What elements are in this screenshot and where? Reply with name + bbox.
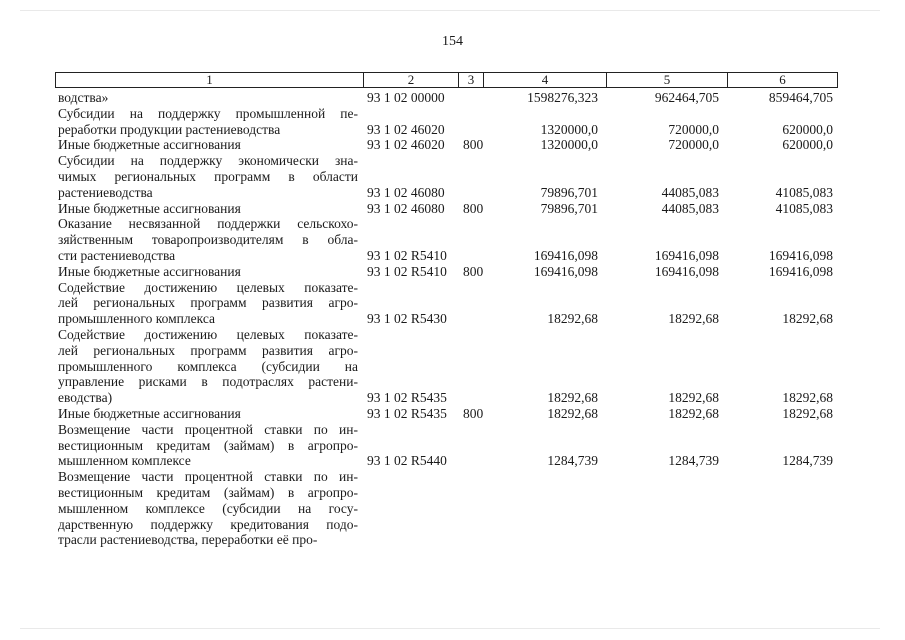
row-description: Субсидии на поддержку экономически зна- (58, 153, 358, 169)
row-description: Содействие достижению целевых показате- (58, 326, 358, 342)
row-code: 93 1 02 R5410 (367, 263, 447, 279)
table-row (0, 201, 905, 217)
row-vr: 800 (463, 263, 484, 279)
row-value-col4: 1598276,323 (527, 90, 598, 105)
header-col-5: 5 (607, 73, 728, 87)
row-value-col5: 720000,0 (668, 121, 719, 137)
row-description: дарственную поддержку кредитования подо- (58, 516, 358, 532)
row-description: Субсидии на поддержку промышленной пе- (58, 105, 358, 121)
row-description: Возмещение части процентной ставки по ин- (58, 469, 358, 485)
row-code: 93 1 02 R5410 (367, 247, 447, 263)
table-row (0, 169, 905, 185)
row-code: 93 1 02 46020 (367, 137, 445, 153)
table-row (0, 453, 905, 469)
header-col-2: 2 (364, 73, 459, 87)
row-description: Иные бюджетные ассигнования (58, 137, 241, 153)
row-value-col4: 169416,098 (533, 263, 598, 279)
row-description: Иные бюджетные ассигнования (58, 200, 241, 216)
row-description: лей региональных программ развития агро- (58, 342, 358, 358)
row-description: Иные бюджетные ассигнования (58, 405, 241, 421)
table-row (0, 469, 905, 485)
row-value-col6: 18292,68 (782, 405, 833, 421)
table-row (0, 517, 905, 533)
row-value-col4: 1284,739 (547, 453, 598, 469)
row-value-col5: 44085,083 (661, 184, 719, 200)
table-row (0, 501, 905, 517)
table-row (0, 90, 905, 106)
row-code: 93 1 02 46080 (367, 184, 445, 200)
table-row (0, 374, 905, 390)
table-row (0, 295, 905, 311)
row-value-col4: 79896,701 (540, 200, 598, 216)
header-col-6: 6 (779, 72, 786, 87)
row-description: промышленного комплекса (58, 311, 215, 327)
row-value-col5: 18292,68 (668, 405, 719, 421)
row-value-col6: 18292,68 (782, 390, 833, 406)
row-description: реработки продукции растениеводства (58, 121, 281, 137)
row-vr: 800 (463, 200, 484, 216)
table-row (0, 264, 905, 280)
row-description: зяйственным товаропроизводителям в обла- (58, 232, 358, 248)
table-row (0, 390, 905, 406)
header-col-4: 4 (484, 73, 607, 87)
row-value-col6: 1284,739 (782, 453, 833, 469)
row-code: 93 1 02 46080 (367, 200, 445, 216)
header-col-1: 1 (56, 73, 364, 87)
row-value-col5: 962464,705 (654, 90, 719, 105)
table-row (0, 438, 905, 454)
table-row (0, 327, 905, 343)
row-value-col4: 1320000,0 (540, 121, 598, 137)
row-description: мышленном комплексе (58, 453, 191, 469)
row-description: Оказание несвязанной поддержки сельскохо- (58, 216, 358, 232)
row-vr: 800 (463, 137, 484, 153)
row-value-col4: 79896,701 (540, 184, 598, 200)
row-value-col5: 18292,68 (668, 390, 719, 406)
row-description: растениеводства (58, 184, 153, 200)
row-value-col6: 169416,098 (768, 247, 833, 263)
table-row (0, 216, 905, 232)
table-row (0, 185, 905, 201)
page-number: 154 (442, 34, 463, 49)
row-description: вестиционным кредитам (займам) в агропро- (58, 437, 358, 453)
table-row (0, 485, 905, 501)
row-vr: 800 (463, 405, 484, 421)
table-row (0, 532, 905, 548)
table-row (0, 359, 905, 375)
row-value-col6: 620000,0 (782, 121, 833, 137)
row-description: трасли растениеводства, переработки её про- (58, 532, 318, 548)
row-value-col6: 169416,098 (768, 263, 833, 279)
table-body (0, 90, 905, 548)
row-value-col5: 18292,68 (668, 311, 719, 327)
row-code: 93 1 02 46020 (367, 121, 445, 137)
row-value-col4: 18292,68 (547, 390, 598, 406)
header-col-3: 3 (459, 73, 484, 87)
table-row (0, 137, 905, 153)
row-value-col4: 18292,68 (547, 405, 598, 421)
row-description: промышленного комплекса (субсидии на (58, 358, 358, 374)
row-description: мышленном комплексе (субсидии на госу- (58, 500, 358, 516)
row-code: 93 1 02 R5440 (367, 453, 447, 469)
row-value-col6: 18292,68 (782, 311, 833, 327)
row-description: лей региональных программ развития агро- (58, 295, 358, 311)
scan-artifact-bottom (20, 628, 880, 629)
row-description: управление рисками в подотраслях растени- (58, 374, 358, 390)
row-value-col5: 44085,083 (661, 200, 719, 216)
table-row (0, 106, 905, 122)
table-row (0, 422, 905, 438)
row-value-col6: 859464,705 (768, 90, 833, 105)
row-value-col4: 18292,68 (547, 311, 598, 327)
row-description: сти растениеводства (58, 247, 176, 263)
row-description: водства» (58, 90, 109, 105)
row-value-col6: 41085,083 (775, 200, 833, 216)
row-value-col5: 1284,739 (668, 453, 719, 469)
table-header (55, 72, 838, 88)
scan-artifact-top (20, 10, 880, 11)
row-description: еводства) (58, 390, 113, 406)
table-row (0, 232, 905, 248)
table-row (0, 311, 905, 327)
row-code: 93 1 02 R5435 (367, 390, 447, 406)
row-description: Иные бюджетные ассигнования (58, 263, 241, 279)
row-value-col5: 169416,098 (654, 247, 719, 263)
row-description: вестиционным кредитам (займам) в агропро- (58, 484, 358, 500)
row-value-col5: 169416,098 (654, 263, 719, 279)
row-code: 93 1 02 00000 (367, 90, 445, 105)
row-value-col5: 720000,0 (668, 137, 719, 153)
table-row (0, 343, 905, 359)
row-description: чимых региональных программ в области (58, 168, 358, 184)
table-row (0, 122, 905, 138)
table-row (0, 153, 905, 169)
row-value-col4: 169416,098 (533, 247, 598, 263)
row-code: 93 1 02 R5435 (367, 405, 447, 421)
row-description: Возмещение части процентной ставки по ин- (58, 421, 358, 437)
table-row (0, 248, 905, 264)
table-row (0, 280, 905, 296)
row-value-col6: 620000,0 (782, 137, 833, 153)
row-value-col4: 1320000,0 (540, 137, 598, 153)
row-code: 93 1 02 R5430 (367, 311, 447, 327)
table-row (0, 406, 905, 422)
row-value-col6: 41085,083 (775, 184, 833, 200)
row-description: Содействие достижению целевых показате- (58, 279, 358, 295)
